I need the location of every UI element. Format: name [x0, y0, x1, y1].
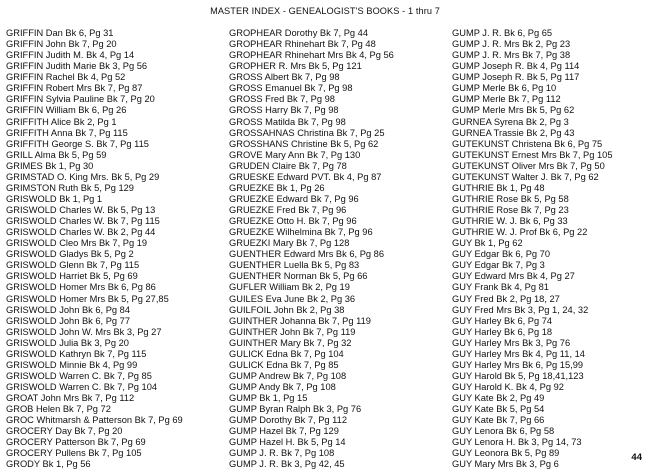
index-entry: GUY Kate Bk 7, Pg 66	[452, 415, 545, 426]
page-number: 44	[631, 452, 642, 463]
index-entry: GUY Fred Bk 2, Pg 18, 27	[452, 293, 560, 304]
index-entry: GUY Lenora H. Bk 3, Pg 14, 73	[452, 437, 582, 448]
index-entry: GUMP Joseph R. Bk 4, Pg 114	[452, 61, 580, 72]
index-entry: GUENTHER Luella Bk 5, Pg 83	[229, 260, 360, 271]
index-entry: GUMP Hazel Bk 7, Pg 129	[229, 426, 339, 437]
index-entry: GRISWOLD Bk 1, Pg 1	[6, 193, 103, 204]
index-entry: GUINTHER Mary Bk 7, Pg 32	[229, 337, 352, 348]
index-entry: GRISWOLD Warren C. Bk 7, Pg 104	[6, 382, 158, 392]
index-entry: GUMP J. R. Mrs Bk 7, Pg 38	[452, 50, 571, 61]
index-entry: GROVE Mary Ann Bk 7, Pg 130	[229, 149, 361, 160]
index-entry: GUTEKUNST Oliver Mrs Bk 7, Pg 50	[452, 160, 605, 171]
index-entry: GUY Edward Mrs Bk 4, Pg 27	[452, 271, 575, 282]
index-entry: GUTHRIE W. J. Prof Bk 6, Pg 22	[452, 227, 588, 238]
index-entry: GRUEZKI Mary Bk 7, Pg 128	[229, 238, 350, 249]
index-entry: GRISWOLD Kathryn Bk 7, Pg 115	[6, 348, 147, 359]
index-entry: GRISWOLD Charles W. Bk 2, Pg 44	[6, 227, 156, 238]
index-entry: GRISWOLD Harriet Bk 5, Pg 69	[6, 271, 138, 282]
index-entry: GUY Mary Mrs Bk 3, Pg 6	[452, 459, 559, 470]
index-entry: GRISWOLD Homer Mrs Bk 6, Pg 86	[6, 282, 156, 293]
index-entry: GRUEZKE Bk 1, Pg 26	[229, 182, 325, 193]
index-entry: GRISWOLD John Bk 6, Pg 77	[6, 315, 131, 326]
index-entry: GROPHEAR Dorothy Bk 7, Pg 44	[229, 28, 368, 38]
index-entry: GROSS Emanuel Bk 7, Pg 98	[229, 83, 353, 94]
index-entry: GROB Helen Bk 7, Pg 72	[6, 404, 111, 415]
index-entry: GRUEZKE Otto H. Bk 7, Pg 96	[229, 216, 357, 227]
index-entry: GRUEZKE Wilhelmina Bk 7, Pg 96	[229, 227, 373, 238]
index-entry: GRIFFITH George S. Bk 7, Pg 115	[6, 138, 149, 149]
index-entry: GRIFFIN Judith M. Bk 4, Pg 14	[6, 50, 135, 61]
index-entry: GRIFFIN Dan Bk 6, Pg 31	[6, 28, 114, 38]
index-entry: GROCERY Patterson Bk 7, Pg 69	[6, 437, 146, 448]
index-entry: GRISWOLD Charles W. Bk 7, Pg 115	[6, 216, 160, 227]
index-entry: GRIMSTAD O. King Mrs. Bk 5, Pg 29	[6, 171, 160, 182]
index-entry: GULICK Edna Bk 7, Pg 104	[229, 348, 344, 359]
index-entry: GRISWOLD Julia Bk 3, Pg 20	[6, 337, 129, 348]
index-entry: GRISWOLD Minnie Bk 4, Pg 99	[6, 359, 138, 370]
index-entry: GRISWOLD Gladys Bk 5, Pg 2	[6, 249, 134, 260]
index-entry: GUY Bk 1, Pg 62	[452, 238, 523, 249]
index-entry: GROCERY Pullens Bk 7, Pg 105	[6, 448, 142, 459]
index-entry: GRISWOLD John Bk 6, Pg 84	[6, 304, 131, 315]
index-entry: GRIFFIN Sylvia Pauline Bk 7, Pg 20	[6, 94, 155, 105]
index-entry: GUY Harley Bk 6, Pg 18	[452, 326, 553, 337]
index-entry: GRIFFIN John Bk 7, Pg 20	[6, 39, 117, 50]
index-entry: GUTEKUNST Christena Bk 6, Pg 75	[452, 138, 603, 149]
index-entry: GUENTHER Edward Mrs Bk 6, Pg 86	[229, 249, 384, 260]
index-entry: GUY Harley Bk 6, Pg 74	[452, 315, 553, 326]
index-entry: GRISWOLD Warren C. Bk 7, Pg 85	[6, 370, 152, 381]
index-entry: GROPHEAR Rhinehart Mrs Bk 4, Pg 56	[229, 50, 394, 61]
index-entry: GURNEA Syrena Bk 2, Pg 3	[452, 116, 569, 127]
index-entry: GUMP Hazel H. Bk 5, Pg 14	[229, 437, 346, 448]
index-entry: GUY Edgar Bk 7, Pg 3	[452, 260, 545, 271]
index-entry: GUILES Eva June Bk 2, Pg 36	[229, 293, 356, 304]
index-entry: GRISWOLD Cleo Mrs Bk 7, Pg 19	[6, 238, 148, 249]
index-entry: GUTEKUNST Walter J. Bk 7, Pg 62	[452, 171, 599, 182]
index-entry: GUMP Andrew Bk 7, Pg 108	[229, 370, 347, 381]
index-entry: GUMP J. R. Bk 3, Pg 42, 45	[229, 459, 345, 470]
index-entry: GUY Harold Bk 5, Pg 18,41,123	[452, 370, 584, 381]
index-entry: GUY Edgar Bk 6, Pg 70	[452, 249, 551, 260]
index-entry: GUY Harley Mrs Bk 4, Pg 11, 14	[452, 348, 585, 359]
index-entry: GROC Whitmarsh & Patterson Bk 7, Pg 69	[6, 415, 183, 426]
index-entry: GUY Harold K. Bk 4, Pg 92	[452, 382, 564, 392]
index-entry: GRUEZKE Fred Bk 7, Pg 96	[229, 205, 347, 215]
index-entry: GUY Fred Mrs Bk 3, Pg 1, 24, 32	[452, 304, 589, 315]
index-entry: GUMP Dorothy Bk 7, Pg 112	[229, 415, 347, 426]
index-entry: GUY Harley Mrs Bk 3, Pg 76	[452, 337, 571, 348]
index-entry: GUTHRIE Rose Bk 5, Pg 58	[452, 193, 569, 204]
index-entry: GUY Lenora Bk 6, Pg 58	[452, 426, 555, 437]
index-entry: GRIFFIN William Bk 6, Pg 26	[6, 105, 127, 116]
index-entry: GROSS Matilda Bk 7, Pg 98	[229, 116, 346, 127]
index-entry: GRIFFITH Alice Bk 2, Pg 1	[6, 116, 117, 127]
index-entry: GUMP Merle Bk 6, Pg 10	[452, 83, 557, 94]
index-entry: GROPHER R. Mrs Bk 5, Pg 121	[229, 61, 362, 72]
index-entry: GUINTHER Johanna Bk 7, Pg 119	[229, 315, 371, 326]
index-entry: GUY Kate Bk 5, Pg 54	[452, 404, 545, 415]
index-entry: GUFLER William Bk 2, Pg 19	[229, 282, 350, 293]
index-entry: GUTHRIE W. J. Bk 6, Pg 33	[452, 216, 568, 227]
index-entry: GRIFFITH Anna Bk 7, Pg 115	[6, 127, 128, 138]
index-entry: GROAT John Mrs Bk 7, Pg 112	[6, 393, 135, 404]
index-entry: GUMP Merle Mrs Bk 5, Pg 62	[452, 105, 575, 116]
index-entry: GRODY Bk 1, Pg 56	[6, 459, 91, 470]
index-entry: GROSS Harry Bk 7, Pg 98	[229, 105, 339, 116]
index-entry: GUY Harley Mrs Bk 6, Pg 15,99	[452, 359, 584, 370]
index-entry: GUMP Joseph R. Bk 5, Pg 117	[452, 72, 580, 83]
index-entry: GUTEKUNST Ernest Mrs Bk 7, Pg 105	[452, 149, 613, 160]
index-entry: GUMP J. R. Bk 6, Pg 65	[452, 28, 553, 38]
index-entry: GUILFOIL John Bk 2, Pg 38	[229, 304, 345, 315]
index-entry: GROSSHANS Christine Bk 5, Pg 62	[229, 138, 379, 149]
index-entry: GROPHEAR Rhinehart Bk 7, Pg 48	[229, 39, 376, 50]
index-entry: GUTHRIE Rose Bk 7, Pg 23	[452, 205, 569, 215]
index-entry: GRISWOLD Glenn Bk 7, Pg 115	[6, 260, 140, 271]
index-entry: GUY Kate Bk 2, Pg 49	[452, 393, 545, 404]
index-entry: GUMP Andy Bk 7, Pg 108	[229, 382, 336, 392]
index-entry: GUTHRIE Bk 1, Pg 48	[452, 182, 545, 193]
index-entry: GRILL Alma Bk 5, Pg 59	[6, 149, 107, 160]
index-entry: GUY Frank Bk 4, Pg 81	[452, 282, 549, 293]
page-header: MASTER INDEX - GENEALOGIST'S BOOKS - 1 thru 7	[210, 6, 440, 16]
index-entry: GROSS Albert Bk 7, Pg 98	[229, 72, 340, 83]
index-entry: GUMP Bk 1, Pg 15	[229, 393, 308, 404]
index-entry: GUMP Byran Ralph Bk 3, Pg 76	[229, 404, 362, 415]
index-entry: GRISWOLD Charles W. Bk 5, Pg 13	[6, 205, 156, 215]
index-entry: GRIMSTON Ruth Bk 5, Pg 129	[6, 182, 134, 193]
index-entry: GRUDEN Claire Bk 7, Pg 78	[229, 160, 347, 171]
index-entry: GRIMES Bk 1, Pg 30	[6, 160, 94, 171]
index-entry: GRISWOLD John W. Mrs Bk 3, Pg 27	[6, 326, 162, 337]
index-entry: GUMP J. R. Bk 7, Pg 108	[229, 448, 335, 459]
index-entry: GUY Leonora Bk 5, Pg 89	[452, 448, 560, 459]
index-column-2	[229, 28, 441, 471]
index-entry: GROSS Fred Bk 7, Pg 98	[229, 94, 335, 105]
index-entry: GURNEA Trassie Bk 2, Pg 43	[452, 127, 575, 138]
index-entry: GRUEZKE Edward Bk 7, Pg 96	[229, 193, 359, 204]
index-entry: GRIFFIN Judith Marie Bk 3, Pg 56	[6, 61, 148, 72]
index-entry: GRUESKE Edward PVT. Bk 4, Pg 87	[229, 171, 382, 182]
index-column-3	[452, 28, 648, 471]
index-entry: GUENTHER Norman Bk 5, Pg 66	[229, 271, 368, 282]
index-entry: GRISWOLD Homer Mrs Bk 5, Pg 27,85	[6, 293, 169, 304]
index-entry: GROCERY Day Bk 7, Pg 20	[6, 426, 123, 437]
index-entry: GRIFFIN Robert Mrs Bk 7, Pg 87	[6, 83, 143, 94]
index-column-1	[6, 28, 218, 471]
index-entry: GUMP J. R. Mrs Bk 2, Pg 23	[452, 39, 571, 50]
index-entry: GULICK Edna Bk 7, Pg 85	[229, 359, 339, 370]
index-entry: GUMP Merle Bk 7, Pg 112	[452, 94, 561, 105]
index-entry: GROSSAHNAS Christina Bk 7, Pg 25	[229, 127, 385, 138]
index-entry: GRIFFIN Rachel Bk 4, Pg 52	[6, 72, 126, 83]
index-entry: GUINTHER John Bk 7, Pg 119	[229, 326, 356, 337]
